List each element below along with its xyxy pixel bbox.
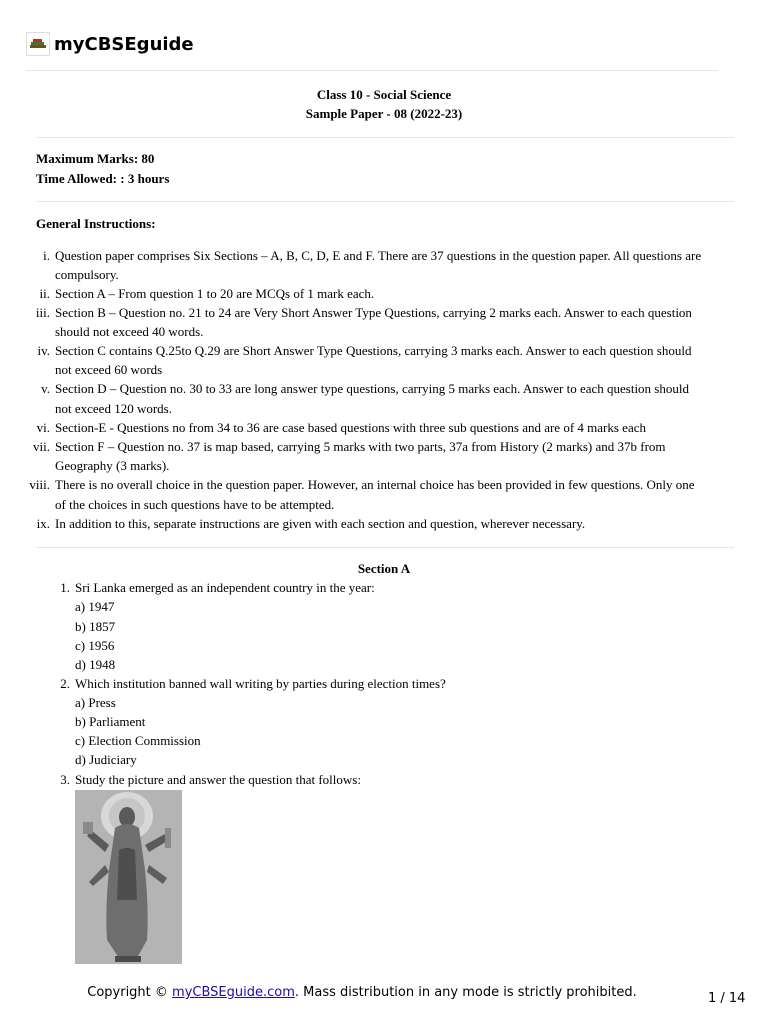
instruction-text: In addition to this, separate instructions are given with each section and question, wherever necessary.	[55, 516, 586, 531]
instruction-number: ix.	[36, 516, 50, 531]
question-option: c) 1956	[75, 638, 115, 653]
instruction-text: not exceed 60 words	[55, 362, 163, 377]
instruction-number: vi.	[36, 420, 50, 435]
brand-name: myCBSEguide	[54, 33, 194, 55]
question-number: 1.	[60, 580, 70, 595]
question-number: 3.	[60, 772, 70, 787]
instruction-text: not exceed 120 words.	[55, 401, 172, 416]
instruction-number: v.	[41, 381, 50, 396]
instruction-text: Section B – Question no. 21 to 24 are Very Short Answer Type Questions, carrying 2 marks each. Answer to each question	[55, 305, 692, 320]
instruction-number: iii.	[35, 305, 50, 320]
page-number: 1 / 14	[708, 991, 746, 1006]
logo-icon	[26, 32, 50, 56]
instruction-number: iv.	[37, 343, 50, 358]
question-text: Sri Lanka emerged as an independent country in the year:	[75, 580, 375, 595]
max-marks: Maximum Marks: 80	[36, 151, 155, 166]
question-option: b) 1857	[75, 619, 116, 634]
divider	[36, 547, 734, 548]
question-option: d) 1948	[75, 657, 116, 672]
question-option: a) Press	[75, 695, 116, 710]
question-text: Study the picture and answer the question that follows:	[75, 772, 361, 787]
instruction-text: Geography (3 marks).	[55, 458, 170, 473]
instruction-number: ii.	[39, 286, 50, 301]
divider	[36, 137, 734, 138]
paper-title: Class 10 - Social Science	[316, 87, 452, 102]
instruction-number: viii.	[29, 477, 50, 492]
divider	[26, 70, 718, 71]
question-text: Which institution banned wall writing by parties during election times?	[75, 676, 446, 691]
instruction-text: Section-E - Questions no from 34 to 36 are case based questions with three sub questions and are of 4 marks each	[55, 420, 646, 435]
question-option: c) Election Commission	[75, 733, 201, 748]
question-option: b) Parliament	[75, 714, 146, 729]
instruction-text: Section D – Question no. 30 to 33 are long answer type questions, carrying 5 marks each. Answer to each question should	[55, 381, 689, 396]
paper-subtitle: Sample Paper - 08 (2022-23)	[305, 106, 463, 121]
section-a-title: Section A	[357, 561, 411, 576]
question-image	[75, 790, 182, 964]
time-allowed: Time Allowed: : 3 hours	[36, 171, 170, 186]
question-option: d) Judiciary	[75, 752, 137, 767]
footer-suffix: . Mass distribution in any mode is strictly prohibited.	[294, 985, 637, 1000]
instruction-text: Section C contains Q.25to Q.29 are Short Answer Type Questions, carrying 3 marks each. Answer to each question should	[55, 343, 692, 358]
instruction-text: should not exceed 40 words.	[55, 324, 204, 339]
instruction-text: Section F – Question no. 37 is map based, carrying 5 marks with two parts, 37a from History (2 marks) and 37b from	[55, 439, 666, 454]
question-option: a) 1947	[75, 599, 115, 614]
footer-link[interactable]: myCBSEguide.com	[172, 985, 295, 1000]
instruction-text: compulsory.	[55, 267, 119, 282]
footer-prefix: Copyright ©	[87, 985, 173, 1000]
instruction-number: i.	[43, 248, 50, 263]
instructions-heading: General Instructions:	[36, 216, 156, 231]
instruction-text: There is no overall choice in the question paper. However, an internal choice has been provided in few questions. Only one	[55, 477, 695, 492]
brand[interactable]	[26, 32, 194, 56]
instruction-number: vii.	[33, 439, 50, 454]
divider	[36, 201, 734, 202]
instruction-text: Question paper comprises Six Sections – A, B, C, D, E and F. There are 37 questions in the question paper. All questions are	[55, 248, 702, 263]
instruction-text: Section A – From question 1 to 20 are MCQs of 1 mark each.	[55, 286, 375, 301]
instruction-text: of the choices in such questions have to be attempted.	[55, 497, 335, 512]
footer-copyright	[0, 985, 724, 1000]
question-number: 2.	[60, 676, 70, 691]
